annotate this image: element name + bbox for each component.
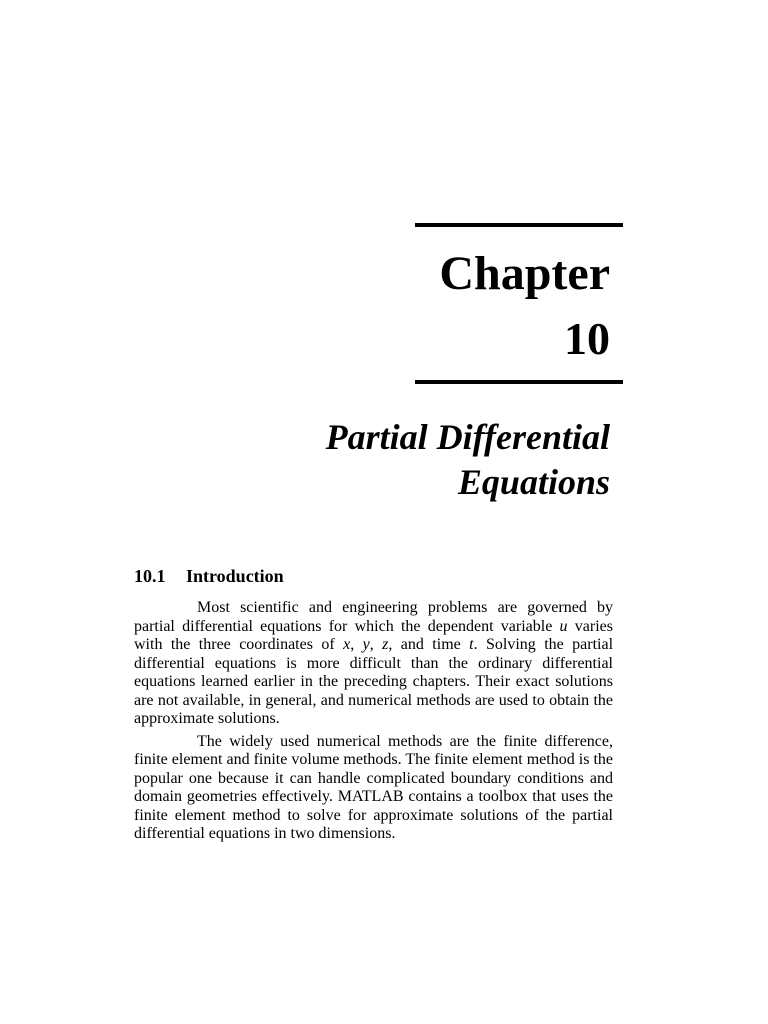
variable-y: y bbox=[362, 636, 370, 653]
paragraph-1 bbox=[134, 599, 613, 729]
chapter-label: Chapter bbox=[439, 247, 610, 300]
paragraph-2: The widely used numerical methods are the finite difference, finite element and finite volume methods. The finite element method is the popular one because it can handle complicated boundary conditions and domain geometries effectively. MATLAB contains a toolbox that uses the finite element method to solve for approximate solutions of the partial differential equations in two dimensions. bbox=[134, 732, 613, 842]
separator-2: , bbox=[369, 636, 383, 653]
paragraph-1-part-3: , and time bbox=[388, 636, 470, 653]
variable-z: z bbox=[382, 636, 389, 653]
chapter-title-line-1: Partial Differential bbox=[325, 417, 610, 457]
paragraph-1-part-1: Most scientific and engineering problems are governed by partial differential equations for which the dependent variable bbox=[134, 599, 613, 635]
variable-u: u bbox=[559, 617, 568, 635]
chapter-top-rule bbox=[415, 223, 623, 227]
variable-x: x bbox=[343, 636, 351, 653]
paragraph-1-part-2: varies with the three coordinates of bbox=[134, 617, 613, 653]
paragraph-1-part-4: . Solving the partial differential equations is more difficult than the ordinary differential equations learned earlier in the preceding chapters. Their exact solutions are not available, in general, and numerical methods are used to obtain the approximate solutions. bbox=[134, 636, 614, 727]
body-text bbox=[134, 599, 613, 848]
variable-t: t bbox=[469, 636, 474, 653]
section-number: 10.1 bbox=[134, 566, 166, 586]
section-title: Introduction bbox=[186, 566, 284, 586]
chapter-title bbox=[326, 415, 610, 505]
chapter-title-line-2: Equations bbox=[457, 462, 610, 502]
chapter-bottom-rule bbox=[415, 380, 623, 384]
separator-1: , bbox=[350, 636, 363, 653]
section-heading bbox=[134, 565, 284, 587]
chapter-number: 10 bbox=[564, 313, 610, 364]
